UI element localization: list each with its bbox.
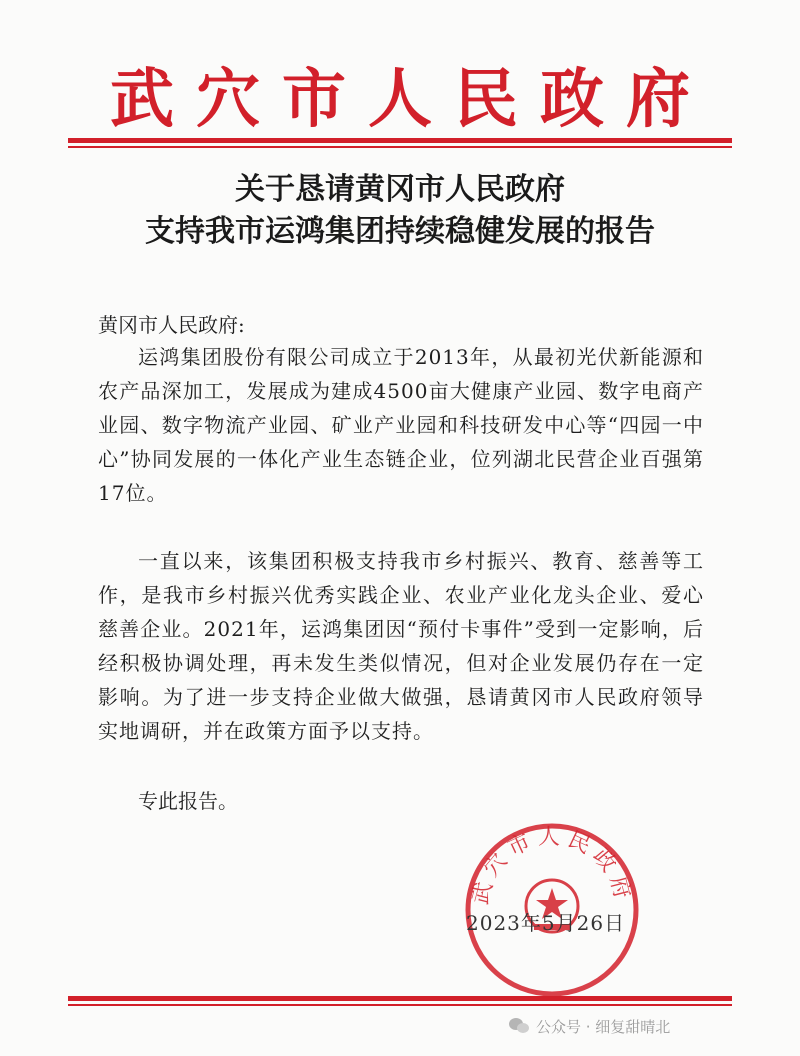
header-rule-thin <box>68 146 732 148</box>
seal-text: 武穴市人民政府 <box>468 825 636 908</box>
body-paragraph-2: 一直以来，该集团积极支持我市乡村振兴、教育、慈善等工作，是我市乡村振兴优秀实践企业、农业产业化龙头企业、爱心慈善企业。2021年，运鸿集团因“预付卡事件”受到一定影响，后经积极协调处理，再未发生类似情况，但对企业发展仍存在一定影响。为了进一步支持企业做大做强，恳请黄冈市人民政府领导实地调研，并在政策方面予以支持。 <box>98 549 704 743</box>
document-title-line-1: 关于恳请黄冈市人民政府 <box>235 172 565 207</box>
body-paragraph-1: 运鸿集团股份有限公司成立于2013年，从最初光伏新能源和农产品深加工，发展成为建成4500亩大健康产业园、数字电商产业园、数字物流产业园、矿业产业园和科技研发中心等“四园一中心”协同发展的一体化产业生态链企业，位列湖北民营企业百强第17位。 <box>98 345 704 505</box>
letterhead-issuer: 武穴市人民政府 <box>110 62 712 137</box>
document-title-line-2: 支持我市运鸿集团持续稳健发展的报告 <box>145 214 655 249</box>
footer-rule-thick <box>68 996 732 1001</box>
wechat-icon <box>508 1017 530 1035</box>
document-date: 2023年5月26日 <box>466 911 626 935</box>
watermark-text: 公众号 · 细复甜晴北 <box>536 1017 671 1036</box>
header-rule-thick <box>68 138 732 143</box>
closing-line: 专此报告。 <box>138 789 238 813</box>
footer-rule-thin <box>68 1004 732 1006</box>
salutation: 黄冈市人民政府: <box>98 313 245 337</box>
wechat-watermark <box>508 1012 670 1040</box>
